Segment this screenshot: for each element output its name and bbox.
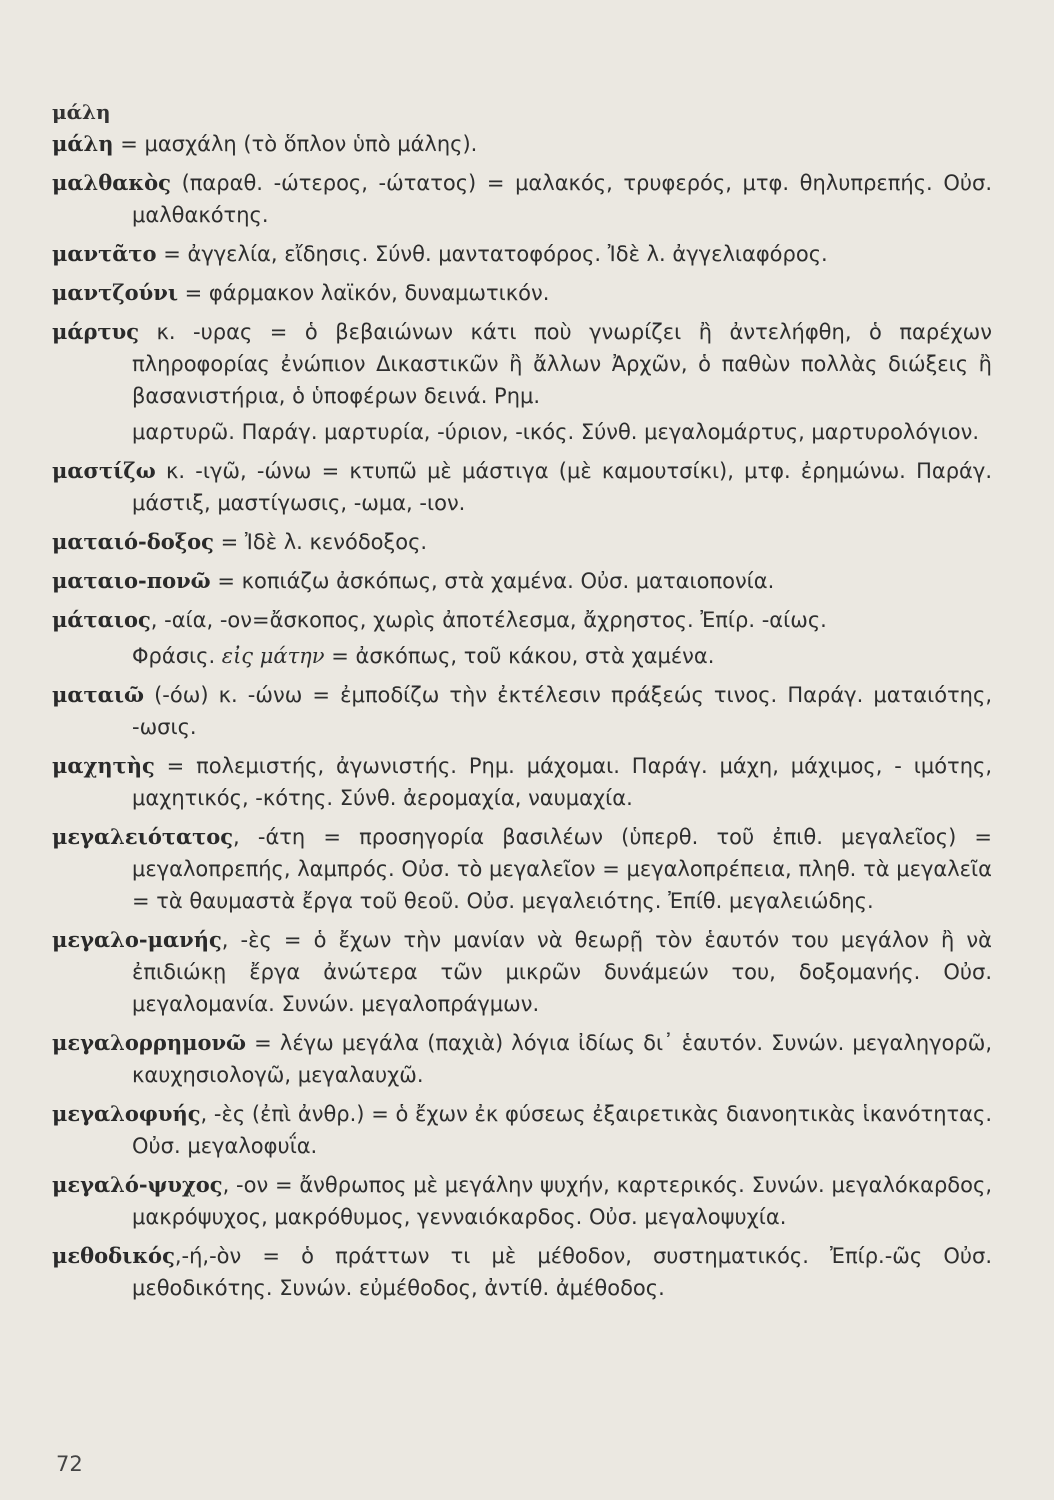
entry-list: [52, 128, 992, 1311]
dictionary-entry: [52, 455, 992, 519]
definition: , -ον = ἄνθρωπος μὲ μεγάλην ψυχήν, καρτερικός. Συνών. μεγαλόκαρδος, μακρόψυχος, μακρόθυμος, γενναιόκαρδος. Οὐσ. μεγαλοψυχία.: [132, 1173, 992, 1229]
dictionary-entry: [52, 277, 992, 309]
dictionary-entry: [52, 167, 992, 231]
dictionary-entry: [52, 1240, 992, 1304]
definition: (-όω) κ. -ώνω = ἐμποδίζω τὴν ἐκτέλεσιν πράξεώς τινος. Παράγ. ματαιότης, -ωσις.: [132, 683, 992, 739]
definition: = Ἰδὲ λ. κενόδοξος.: [213, 530, 428, 554]
definition: , -αία, -ον=ἄσκοπος, χωρὶς ἀποτέλεσμα, ἄχρηστος. Ἐπίρ. -αίως.: [150, 608, 827, 632]
dictionary-entry: [52, 1169, 992, 1233]
definition: , -άτη = προσηγορία βασιλέων (ὑπερθ. τοῦ ἐπιθ. μεγαλεῖος) = μεγαλοπρεπής, λαμπρός. Οὐσ. τὸ μεγαλεῖον = μεγαλοπρέπεια, πληθ. τὰ μεγαλεῖα = τὰ θαυμαστὰ ἔργα τοῦ θεοῦ. Οὐσ. μεγαλειότης. Ἐπίθ. μεγαλειώδης.: [132, 825, 992, 913]
definition: (παραθ. -ώτερος, -ώτατος) = μαλακός, τρυφερός, μτφ. θηλυπρεπής. Οὐσ. μαλθακότης.: [132, 171, 992, 227]
definition: , -ὲς (ἐπὶ ἀνθρ.) = ὁ ἔχων ἐκ φύσεως ἐξαιρετικὰς διανοητικὰς ἱκανότητας. Οὐσ. μεγαλοφυΐα.: [132, 1102, 992, 1158]
headword: μαχητὴς: [52, 753, 155, 778]
definition: = ἀγγελία, εἴδησις. Σύνθ. μαντατοφόρος. Ἰδὲ λ. ἀγγελιαφόρος.: [156, 242, 828, 266]
dictionary-entry: [52, 604, 992, 672]
phrase-line: [132, 640, 992, 672]
running-header: μάλη: [52, 100, 111, 124]
headword: μάλη: [52, 131, 114, 156]
dictionary-entry: [52, 238, 992, 270]
headword: μαλθακὸς: [52, 170, 171, 195]
dictionary-entry: [52, 565, 992, 597]
headword: μεθοδικός: [52, 1243, 175, 1268]
definition: = μασχάλη (τὸ ὅπλον ὑπὸ μάλης).: [113, 132, 478, 156]
headword: μεγαλό-ψυχος: [52, 1172, 223, 1197]
page-number: 72: [56, 1452, 83, 1476]
definition: κ. -υρας = ὁ βεβαιώνων κάτι ποὺ γνωρίζει ἢ ἀντελήφθη, ὁ παρέχων πληροφορίας ἐνώπιον Δικαστικῶν ἢ ἄλλων Ἀρχῶν, ὁ παθὼν πολλὰς διώξεις ἢ βασανιστήρια, ὁ ὑποφέρων δεινά. Ρημ.: [132, 320, 992, 408]
definition: κ. -ιγῶ, -ώνω = κτυπῶ μὲ μάστιγα (μὲ καμουτσίκι), μτφ. ἐρημώνω. Παράγ. μάστιξ, μαστίγωσις, -ωμα, -ιον.: [132, 459, 992, 515]
phrase-italic: εἰς μάτην: [221, 644, 325, 668]
definition: , -ὲς = ὁ ἔχων τὴν μανίαν νὰ θεωρῇ τὸν ἑαυτόν του μεγάλον ἢ νὰ ἐπιδιώκῃ ἔργα ἀνώτερα τῶν μικρῶν δυνάμεών του, δοξομανής. Οὐσ. μεγαλομανία. Συνών. μεγαλοπράγμων.: [132, 928, 992, 1016]
definition: ,-ή,-ὸν = ὁ πράττων τι μὲ μέθοδον, συστηματικός. Ἐπίρ.-ῶς Οὐσ. μεθοδικότης. Συνών. εὐμέθοδος, ἀντίθ. ἀμέθοδος.: [132, 1244, 992, 1300]
headword: μάρτυς: [52, 319, 139, 344]
headword: ματαιῶ: [52, 682, 144, 707]
headword: μαντζούνι: [52, 280, 178, 305]
definition: = κοπιάζω ἀσκόπως, στὰ χαμένα. Οὐσ. ματαιοπονία.: [210, 569, 775, 593]
definition: = φάρμακον λαϊκόν, δυναμωτικόν.: [177, 281, 550, 305]
headword: ματαιο-πονῶ: [52, 568, 211, 593]
headword: μαντᾶτο: [52, 241, 157, 266]
dictionary-entry: [52, 316, 992, 448]
definition-continuation: μαρτυρῶ. Παράγ. μαρτυρία, -ύριον, -ικός. Σύνθ. μεγαλομάρτυς, μαρτυρολόγιον.: [132, 420, 979, 444]
headword: ματαιό-δοξος: [52, 529, 214, 554]
dictionary-entry: [52, 679, 992, 743]
dictionary-entry: [52, 128, 992, 160]
definition: = λέγω μεγάλα (παχιὰ) λόγια ἰδίως δι᾽ ἑαυτόν. Συνών. μεγαληγορῶ, καυχησιολογῶ, μεγαλαυχῶ.: [132, 1031, 992, 1087]
dictionary-entry: [52, 924, 992, 1020]
dictionary-entry: [52, 750, 992, 814]
headword: μεγαλο-μανής: [52, 927, 222, 952]
dictionary-entry: [52, 526, 992, 558]
phrase-label: Φράσις.: [132, 644, 222, 668]
headword: μεγαλορρημονῶ: [52, 1030, 247, 1055]
dictionary-entry: [52, 1027, 992, 1091]
dictionary-entry: [52, 1098, 992, 1162]
phrase-definition: = ἀσκόπως, τοῦ κάκου, στὰ χαμένα.: [324, 644, 715, 668]
dictionary-entry: [52, 821, 992, 917]
headword: μαστίζω: [52, 458, 156, 483]
headword: μάταιος: [52, 607, 151, 632]
definition: = πολεμιστής, ἀγωνιστής. Ρημ. μάχομαι. Παράγ. μάχη, μάχιμος, - ιμότης, μαχητικός, -κότης. Σύνθ. ἀερομαχία, ναυμαχία.: [132, 754, 992, 810]
headword: μεγαλοφυής: [52, 1101, 201, 1126]
headword: μεγαλειότατος: [52, 824, 234, 849]
